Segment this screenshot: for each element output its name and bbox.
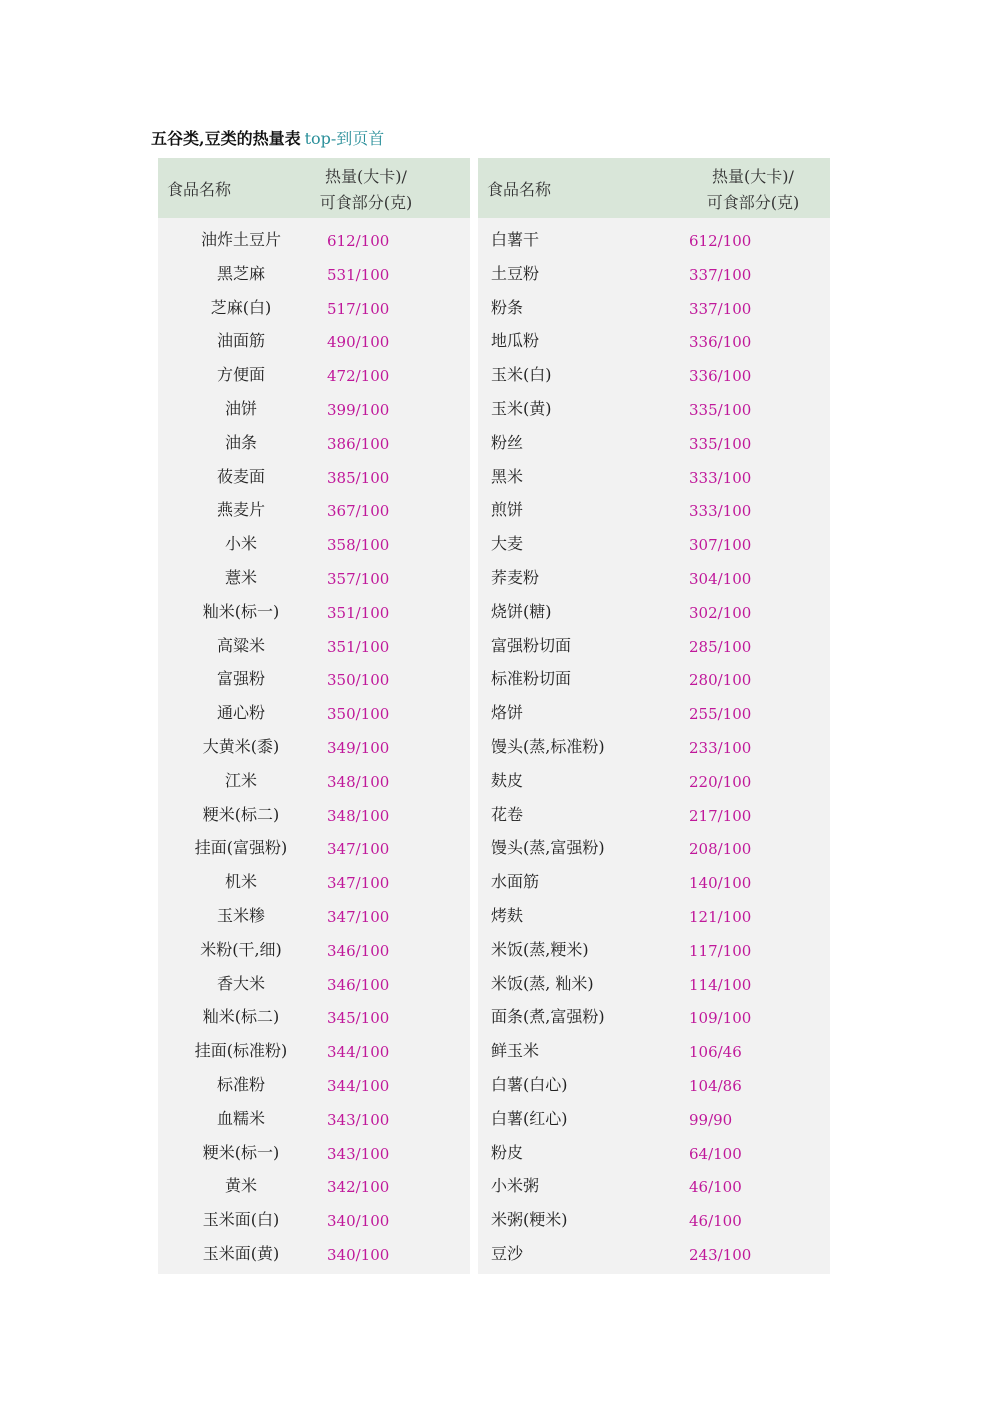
table-row xyxy=(158,529,470,563)
calorie-value: 472/100 xyxy=(327,367,390,386)
calorie-value: 106/46 xyxy=(689,1043,742,1062)
table-row xyxy=(158,1171,470,1205)
table-row xyxy=(158,1239,470,1273)
left-header-calories-line1: 热量(大卡)/ xyxy=(325,167,407,186)
left-header-name: 食品名称 xyxy=(167,180,232,199)
food-name: 豆沙 xyxy=(491,1243,524,1263)
right-header-calories xyxy=(688,164,818,216)
food-name: 油炸土豆片 xyxy=(200,230,281,249)
food-name: 米饭(蒸, 籼米) xyxy=(491,973,594,993)
table-row xyxy=(158,1205,470,1239)
food-name: 芝麻(白) xyxy=(210,297,272,317)
table-row xyxy=(478,225,830,259)
table-row xyxy=(158,766,470,800)
table-row xyxy=(158,428,470,462)
calorie-value: 348/100 xyxy=(327,806,390,825)
calorie-value: 340/100 xyxy=(327,1212,390,1231)
table-row xyxy=(158,1036,470,1070)
food-name: 粉条 xyxy=(491,297,524,317)
table-row xyxy=(158,1104,470,1138)
table-row xyxy=(478,259,830,293)
table-row xyxy=(158,664,470,698)
food-name: 白薯干 xyxy=(491,230,540,249)
left-table-rows xyxy=(158,225,470,1273)
page-title xyxy=(151,126,384,149)
calorie-value: 335/100 xyxy=(689,400,752,419)
table-row xyxy=(478,969,830,1003)
food-name: 白薯(白心) xyxy=(491,1074,568,1094)
table-row xyxy=(158,293,470,327)
table-row xyxy=(478,1239,830,1273)
right-header-calories-line1: 热量(大卡)/ xyxy=(712,167,794,186)
calorie-value: 304/100 xyxy=(689,569,752,588)
table-row xyxy=(158,631,470,665)
food-name: 烧饼(糖) xyxy=(491,601,552,621)
food-name: 玉米面(白) xyxy=(202,1210,280,1230)
food-name: 米粉(干,细) xyxy=(200,939,282,959)
food-name: 莜麦面 xyxy=(216,466,265,486)
calorie-value: 385/100 xyxy=(327,468,390,487)
table-row xyxy=(478,732,830,766)
table-row xyxy=(158,495,470,529)
food-name: 江米 xyxy=(224,770,257,790)
table-row xyxy=(158,259,470,293)
calorie-value: 347/100 xyxy=(327,840,390,859)
food-name: 薏米 xyxy=(224,567,257,587)
table-row xyxy=(158,1002,470,1036)
right-table-rows xyxy=(478,225,830,1273)
calorie-value: 612/100 xyxy=(327,232,390,250)
table-row xyxy=(478,529,830,563)
food-name: 小米 xyxy=(224,534,257,554)
left-header-calories xyxy=(306,164,426,216)
food-name: 煎饼 xyxy=(491,500,524,520)
calorie-value: 117/100 xyxy=(689,941,752,960)
calorie-value: 337/100 xyxy=(689,299,752,318)
table-row xyxy=(478,698,830,732)
calorie-value: 344/100 xyxy=(327,1043,390,1062)
table-row xyxy=(478,935,830,969)
food-name: 黑芝麻 xyxy=(216,263,265,283)
calorie-value: 347/100 xyxy=(327,907,390,926)
calorie-value: 346/100 xyxy=(327,941,390,960)
calorie-value: 337/100 xyxy=(689,265,752,284)
table-row xyxy=(158,901,470,935)
calorie-value: 336/100 xyxy=(689,333,752,352)
calorie-value: 342/100 xyxy=(327,1178,390,1197)
food-name: 高粱米 xyxy=(216,635,265,655)
calorie-value: 351/100 xyxy=(327,603,390,622)
table-row xyxy=(478,293,830,327)
food-name: 血糯米 xyxy=(216,1108,265,1128)
calorie-value: 386/100 xyxy=(327,434,390,453)
table-row xyxy=(158,225,470,259)
left-table xyxy=(158,158,470,1274)
table-row xyxy=(158,969,470,1003)
calorie-value: 399/100 xyxy=(327,400,390,419)
calorie-value: 99/90 xyxy=(689,1110,733,1129)
calorie-value: 367/100 xyxy=(327,502,390,521)
table-row xyxy=(478,664,830,698)
title-text: 五谷类,豆类的热量表 xyxy=(151,129,301,148)
table-row xyxy=(478,428,830,462)
calorie-value: 343/100 xyxy=(327,1110,390,1129)
calorie-value: 220/100 xyxy=(689,772,752,791)
table-row xyxy=(158,394,470,428)
food-name: 馒头(蒸,富强粉) xyxy=(491,838,605,858)
food-name: 粳米(标二) xyxy=(202,804,280,824)
table-row xyxy=(158,732,470,766)
top-link[interactable]: top-到页首 xyxy=(304,129,385,148)
table-row xyxy=(478,901,830,935)
table-row xyxy=(158,462,470,496)
food-name: 挂面(标准粉) xyxy=(194,1041,288,1061)
food-name: 烤麸 xyxy=(491,905,524,925)
table-row xyxy=(478,360,830,394)
food-name: 面条(煮,富强粉) xyxy=(491,1007,605,1027)
calorie-value: 344/100 xyxy=(327,1076,390,1095)
calorie-value: 302/100 xyxy=(689,603,752,622)
calorie-value: 255/100 xyxy=(689,705,752,724)
calorie-value: 336/100 xyxy=(689,367,752,386)
table-row xyxy=(158,326,470,360)
calorie-value: 109/100 xyxy=(689,1009,752,1028)
calorie-value: 46/100 xyxy=(689,1178,742,1197)
calorie-value: 208/100 xyxy=(689,840,752,859)
food-name: 通心粉 xyxy=(216,703,265,723)
table-row xyxy=(478,800,830,834)
table-row xyxy=(158,1138,470,1172)
table-row xyxy=(478,1036,830,1070)
food-name: 米粥(粳米) xyxy=(491,1210,568,1230)
food-name: 籼米(标二) xyxy=(202,1007,280,1027)
table-row xyxy=(158,833,470,867)
calorie-value: 349/100 xyxy=(327,738,390,757)
food-name: 籼米(标一) xyxy=(202,601,280,621)
food-name: 粉皮 xyxy=(491,1142,524,1162)
calorie-value: 285/100 xyxy=(689,637,752,656)
table-row xyxy=(478,1070,830,1104)
food-name: 香大米 xyxy=(216,973,265,993)
food-name: 玉米糁 xyxy=(216,905,265,925)
calorie-value: 64/100 xyxy=(689,1144,742,1163)
calorie-value: 351/100 xyxy=(327,637,390,656)
calorie-value: 490/100 xyxy=(327,333,390,352)
table-row xyxy=(478,597,830,631)
calorie-value: 333/100 xyxy=(689,502,752,521)
table-row xyxy=(478,1205,830,1239)
right-table xyxy=(478,158,830,1274)
food-name: 方便面 xyxy=(216,365,265,385)
calorie-value: 104/86 xyxy=(689,1076,742,1095)
table-row xyxy=(478,563,830,597)
right-header-calories-line2: 可食部分(克) xyxy=(706,193,800,212)
food-name: 富强粉 xyxy=(216,669,265,689)
left-table-header xyxy=(158,158,470,218)
table-row xyxy=(158,597,470,631)
table-row xyxy=(478,1171,830,1205)
calorie-value: 531/100 xyxy=(327,265,390,284)
food-name: 玉米(黄) xyxy=(491,398,552,418)
table-row xyxy=(478,867,830,901)
table-row xyxy=(158,563,470,597)
food-name: 麸皮 xyxy=(491,770,524,790)
calorie-value: 350/100 xyxy=(327,671,390,690)
food-name: 油饼 xyxy=(224,398,257,418)
calorie-value: 345/100 xyxy=(327,1009,390,1028)
food-name: 油条 xyxy=(224,432,257,452)
table-row xyxy=(158,1070,470,1104)
food-name: 富强粉切面 xyxy=(491,635,572,655)
table-row xyxy=(158,360,470,394)
calorie-value: 114/100 xyxy=(689,975,752,994)
calorie-value: 357/100 xyxy=(327,569,390,588)
calorie-value: 121/100 xyxy=(689,907,752,926)
food-name: 烙饼 xyxy=(491,703,524,723)
food-name: 大黄米(黍) xyxy=(202,736,280,756)
calorie-value: 46/100 xyxy=(689,1212,742,1231)
food-name: 机米 xyxy=(224,872,257,892)
calorie-value: 340/100 xyxy=(327,1245,390,1264)
calorie-value: 243/100 xyxy=(689,1245,752,1264)
table-row xyxy=(158,867,470,901)
table-row xyxy=(158,698,470,732)
food-name: 黑米 xyxy=(491,466,524,486)
food-name: 馒头(蒸,标准粉) xyxy=(491,736,605,756)
calorie-value: 612/100 xyxy=(689,232,752,250)
food-name: 粳米(标一) xyxy=(202,1142,280,1162)
table-row xyxy=(478,326,830,360)
calorie-value: 358/100 xyxy=(327,536,390,555)
food-name: 粉丝 xyxy=(491,432,524,452)
calorie-value: 217/100 xyxy=(689,806,752,825)
calorie-value: 350/100 xyxy=(327,705,390,724)
table-row xyxy=(478,833,830,867)
left-header-calories-line2: 可食部分(克) xyxy=(319,193,413,212)
food-name: 大麦 xyxy=(491,534,524,554)
calorie-value: 335/100 xyxy=(689,434,752,453)
food-name: 荞麦粉 xyxy=(491,567,540,587)
table-row xyxy=(478,1138,830,1172)
calorie-value: 517/100 xyxy=(327,299,390,318)
food-name: 鲜玉米 xyxy=(491,1041,540,1061)
calorie-value: 348/100 xyxy=(327,772,390,791)
table-row xyxy=(158,800,470,834)
food-name: 玉米(白) xyxy=(491,365,552,385)
table-row xyxy=(478,631,830,665)
table-row xyxy=(158,935,470,969)
calorie-value: 140/100 xyxy=(689,874,752,893)
calorie-value: 343/100 xyxy=(327,1144,390,1163)
food-name: 小米粥 xyxy=(491,1176,540,1196)
calorie-value: 346/100 xyxy=(327,975,390,994)
food-name: 地瓜粉 xyxy=(491,331,540,351)
table-row xyxy=(478,462,830,496)
table-row xyxy=(478,495,830,529)
table-row xyxy=(478,1104,830,1138)
table-row xyxy=(478,394,830,428)
table-row xyxy=(478,1002,830,1036)
food-name: 黄米 xyxy=(224,1176,257,1196)
calorie-value: 233/100 xyxy=(689,738,752,757)
food-name: 水面筋 xyxy=(491,872,540,892)
right-table-header xyxy=(478,158,830,218)
calorie-value: 280/100 xyxy=(689,671,752,690)
food-name: 土豆粉 xyxy=(491,263,540,283)
calorie-value: 347/100 xyxy=(327,874,390,893)
food-name: 标准粉 xyxy=(216,1074,265,1094)
food-name: 油面筋 xyxy=(216,331,265,351)
food-name: 白薯(红心) xyxy=(491,1108,568,1128)
right-header-name: 食品名称 xyxy=(487,180,552,199)
food-name: 燕麦片 xyxy=(216,500,265,520)
food-name: 标准粉切面 xyxy=(491,669,572,689)
food-name: 挂面(富强粉) xyxy=(194,838,288,858)
food-name: 玉米面(黄) xyxy=(202,1243,280,1263)
calorie-value: 307/100 xyxy=(689,536,752,555)
food-name: 花卷 xyxy=(491,804,524,824)
food-name: 米饭(蒸,粳米) xyxy=(491,939,589,959)
table-row xyxy=(478,766,830,800)
calorie-value: 333/100 xyxy=(689,468,752,487)
